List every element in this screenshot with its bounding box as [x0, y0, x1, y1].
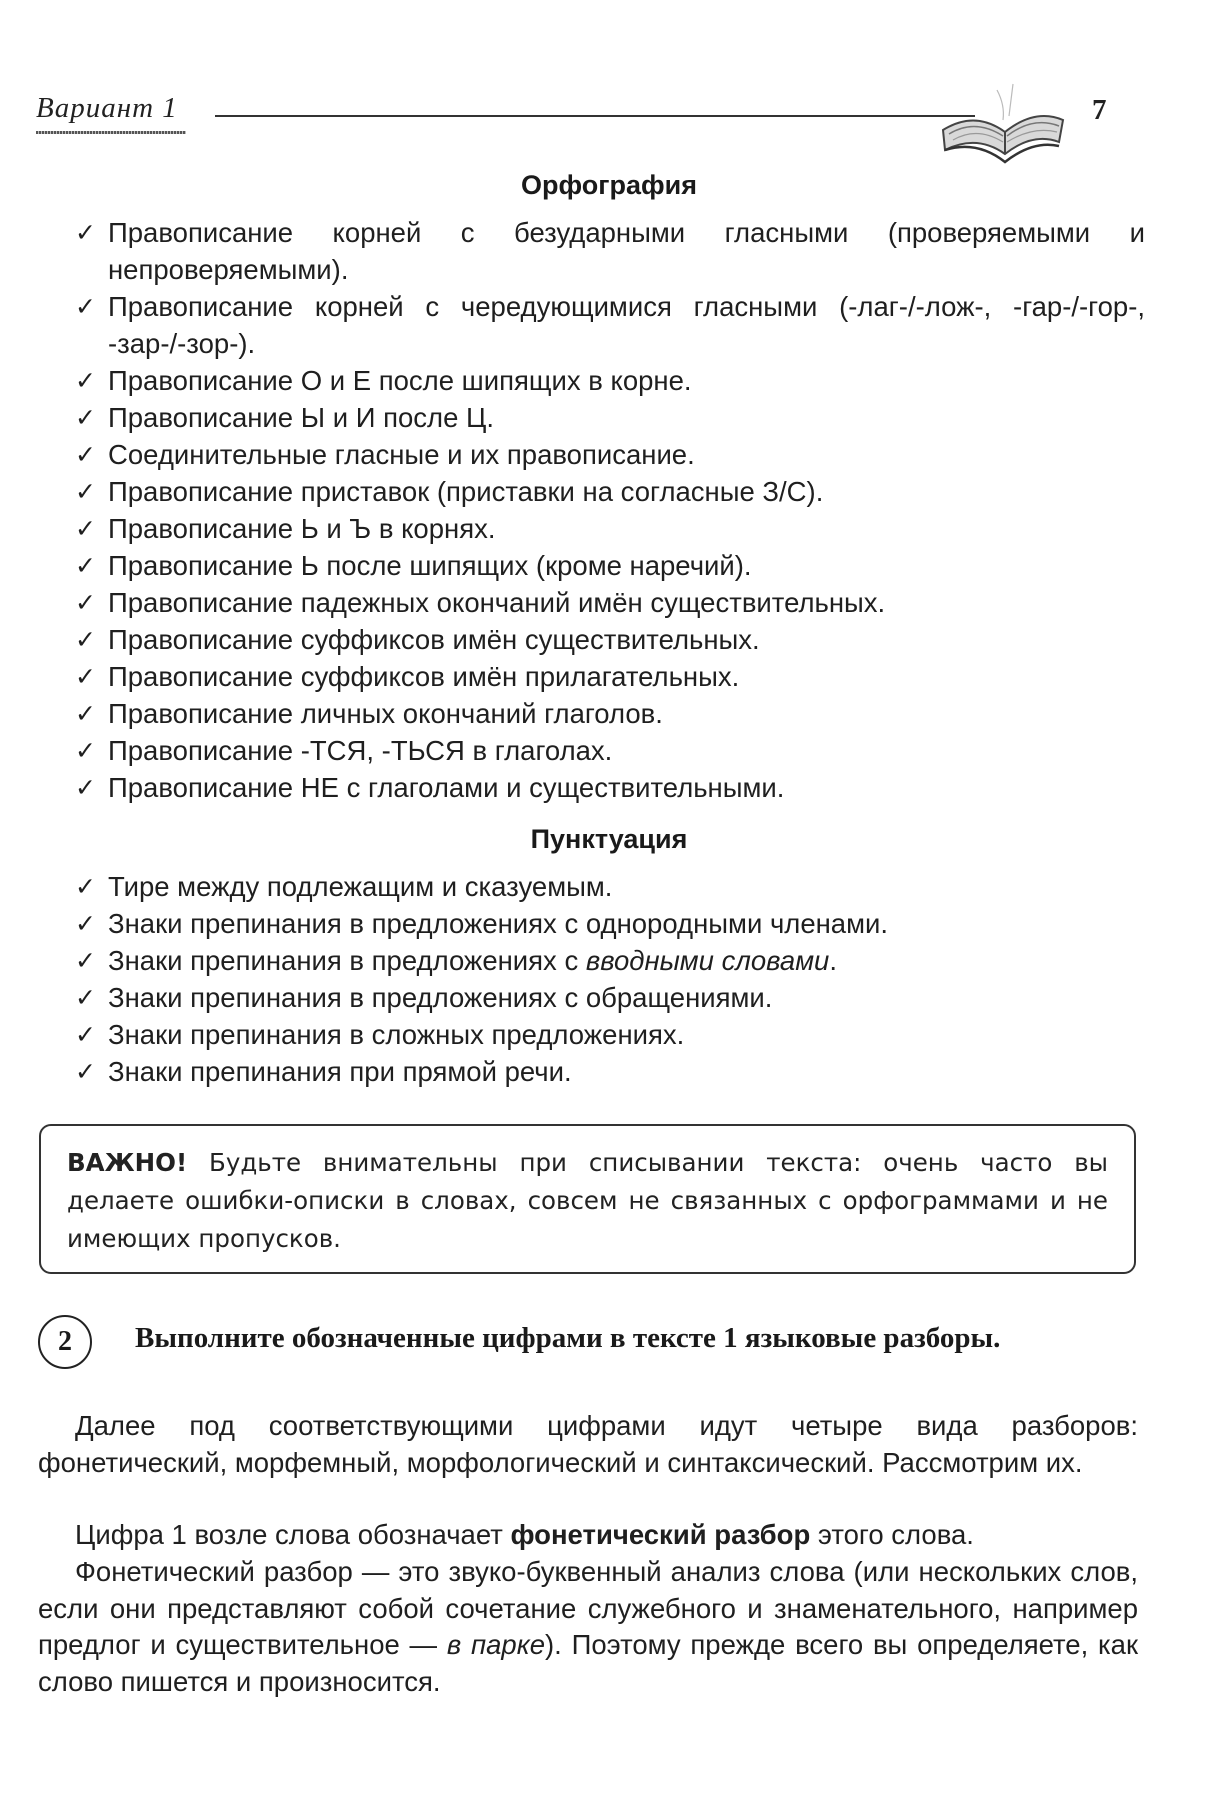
check-icon: ✓: [75, 872, 96, 901]
orthography-list: [75, 214, 1145, 806]
example-phrase: в парке: [446, 1629, 545, 1660]
check-icon: ✓: [75, 477, 96, 506]
list-item: ✓ Правописание личных окончаний глаголов.: [75, 695, 1145, 732]
list-item: ✓ Правописание корней с безударными гласными (проверяемыми и непроверяемыми).: [75, 214, 1145, 288]
check-icon: ✓: [75, 551, 96, 580]
open-book-icon: [935, 70, 1070, 170]
list-item: ✓ Правописание корней с чередующимися гласными (-лаг-/-лож-, -гар-/-гор-, -зар-/-зор-).: [75, 288, 1145, 362]
list-item: ✓ Правописание Ь и Ъ в корнях.: [75, 510, 1145, 547]
page-number: 7: [1092, 94, 1107, 126]
list-item: ✓ Правописание Ь после шипящих (кроме наречий).: [75, 547, 1145, 584]
paragraph: Фонетический разбор — это звуко-буквенный анализ слова (или нескольких слов, если они представляют собой сочетание служебного и знаменательного, например предлог и существительное — в парке). Поэтому прежде всего вы определяете, как слово пишется и произносится.: [38, 1556, 1138, 1697]
check-icon: ✓: [75, 983, 96, 1012]
check-icon: ✓: [75, 218, 96, 247]
list-item: ✓ Правописание приставок (приставки на согласные З/С).: [75, 473, 1145, 510]
check-icon: ✓: [75, 1057, 96, 1086]
check-icon: ✓: [75, 292, 96, 321]
running-head-underline: [36, 131, 186, 134]
paragraph: Далее под соответствующими цифрами идут четыре вида разборов: фонетический, морфемный, морфологический и синтаксический. Рассмотрим их.: [38, 1410, 1138, 1478]
list-item: ✓ Знаки препинания при прямой речи.: [75, 1053, 1145, 1090]
check-icon: ✓: [75, 1020, 96, 1049]
list-item: ✓ Знаки препинания в предложениях с вводными словами.: [75, 942, 1145, 979]
punctuation-list: [75, 868, 1145, 1090]
punctuation-heading: Пунктуация: [530, 824, 688, 854]
check-icon: ✓: [75, 662, 96, 691]
list-item: ✓ Знаки препинания в предложениях с обращениями.: [75, 979, 1145, 1016]
orthography-heading: Орфография: [521, 170, 697, 200]
list-item: ✓ Правописание суффиксов имён прилагательных.: [75, 658, 1145, 695]
task-title: Выполните обозначенные цифрами в тексте 1 языковые разборы.: [135, 1322, 1001, 1354]
running-head: Вариант 1: [36, 92, 178, 124]
list-item: ✓ Знаки препинания в предложениях с однородными членами.: [75, 905, 1145, 942]
header-rule: [215, 115, 975, 117]
check-icon: ✓: [75, 699, 96, 728]
check-icon: ✓: [75, 514, 96, 543]
check-icon: ✓: [75, 909, 96, 938]
term-phonetic-analysis: фонетический разбор: [510, 1519, 811, 1550]
list-item: ✓ Правописание падежных окончаний имён существительных.: [75, 584, 1145, 621]
check-icon: ✓: [75, 403, 96, 432]
check-icon: ✓: [75, 588, 96, 617]
list-item: ✓ Правописание -ТСЯ, -ТЬСЯ в глаголах.: [75, 732, 1145, 769]
list-item: ✓ Правописание О и Е после шипящих в корне.: [75, 362, 1145, 399]
list-item: ✓ Правописание НЕ с глаголами и существительными.: [75, 769, 1145, 806]
check-icon: ✓: [75, 736, 96, 765]
check-icon: ✓: [75, 773, 96, 802]
important-note-box: [39, 1124, 1136, 1274]
list-item: ✓ Знаки препинания в сложных предложениях.: [75, 1016, 1145, 1053]
check-icon: ✓: [75, 440, 96, 469]
paragraph: Цифра 1 возле слова обозначает фонетический разбор этого слова.: [75, 1519, 974, 1550]
list-item: ✓ Правописание Ы и И после Ц.: [75, 399, 1145, 436]
list-item: ✓ Правописание суффиксов имён существительных.: [75, 621, 1145, 658]
task-number-badge: 2: [38, 1315, 92, 1369]
important-lead: ВАЖНО!: [67, 1148, 188, 1177]
check-icon: ✓: [75, 366, 96, 395]
important-text: Будьте внимательны при списывании текста: очень часто вы делаете ошибки-описки в словах, совсем не связанных с орфограммами и не имеющих пропусков.: [67, 1148, 1108, 1253]
list-item: ✓ Тире между подлежащим и сказуемым.: [75, 868, 1145, 905]
check-icon: ✓: [75, 946, 96, 975]
check-icon: ✓: [75, 625, 96, 654]
list-item: ✓ Соединительные гласные и их правописание.: [75, 436, 1145, 473]
